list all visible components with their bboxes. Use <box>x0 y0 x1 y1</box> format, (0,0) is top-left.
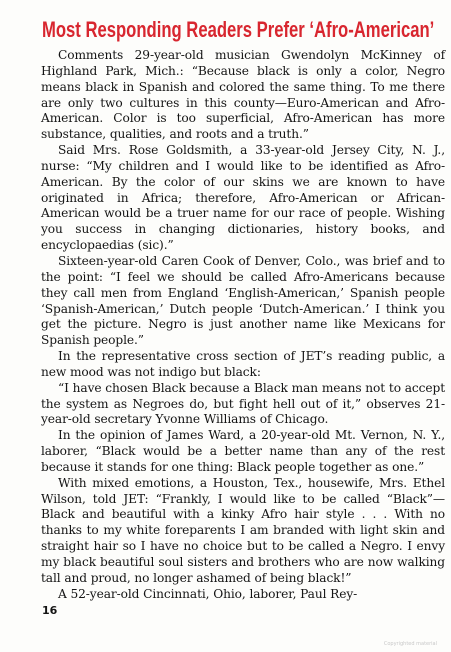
article-paragraph: “I have chosen Black because a Black man means not to accept the system as Negroes do, but fight hell out of it,” observes 21-year-old secretary Yvonne Williams of Chicago. <box>41 380 445 427</box>
article-paragraph: In the opinion of James Ward, a 20-year-old Mt. Vernon, N. Y., laborer, “Black would be a better name than any of the rest because it stands for one thing: Black people together as one.” <box>41 428 445 474</box>
copyright-note: Copyrighted material <box>383 641 437 647</box>
article-paragraph: A 52-year-old Cincinnati, Ohio, laborer, Paul Rey- <box>58 586 358 601</box>
page-number: 16 <box>42 604 58 617</box>
article-paragraph: In the representative cross section of JET’s reading public, a new mood was not indigo but black: <box>41 349 445 379</box>
article-headline: Most Responding Readers Prefer ‘Afro-American’ <box>42 17 435 42</box>
article-paragraph: Comments 29-year-old musician Gwendolyn McKinney of Highland Park, Mich.: “Because black is only a color, Negro means black in Spanish and colored the same thing. To me there are only two cultures in this county—Euro-American and Afro-American. Color is too superficial, Afro-American has more substance, qualities, and roots and a truth.” <box>41 48 445 142</box>
article-paragraph: With mixed emotions, a Houston, Tex., housewife, Mrs. Ethel Wilson, told JET: “Frankly, I would like to be called “Black”—Black and beautiful with a kinky Afro hair style . . . With no thanks to my white foreparents I am branded with light skin and straight hair so I have no choice but to be called a Negro. I envy my black beautiful soul sisters and brothers who are now walking tall and proud, no longer ashamed of being black!” <box>41 475 445 585</box>
article-paragraph: Sixteen-year-old Caren Cook of Denver, Colo., was brief and to the point: “I feel we should be called Afro-Americans because they call men from England ‘English-American,’ Spanish people ‘Spanish-American,’ Dutch people ‘Dutch-American.’ I think you get the picture. Negro is just another name like Mexicans for Spanish people.” <box>41 253 445 348</box>
article-paragraph: Said Mrs. Rose Goldsmith, a 33-year-old Jersey City, N. J., nurse: “My children and I would like to be identified as Afro-American. By the color of our skins we are known to have originated in Africa; therefore, Afro-American or African-American would be a truer name for our race of people. Wishing you success in changing dictionaries, history books, and encyclopaedias (sic).” <box>41 143 445 253</box>
article-body <box>41 48 445 603</box>
